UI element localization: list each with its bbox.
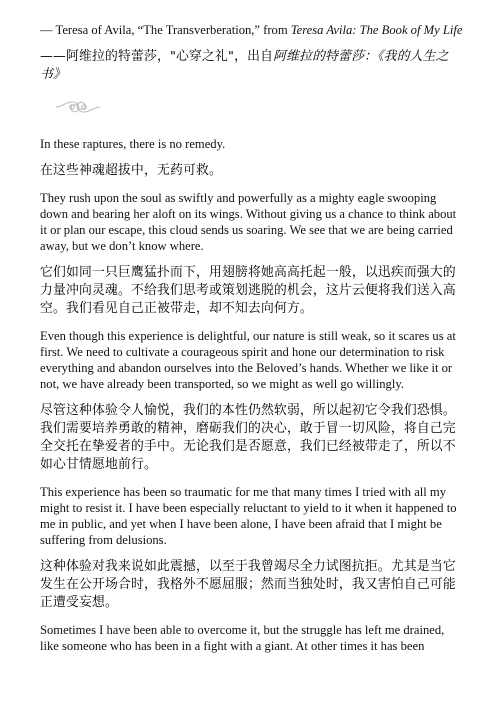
attribution-chinese-prefix: ——阿维拉的特蕾莎，"心穿之礼"，出自 (40, 49, 274, 64)
attribution-chinese (40, 48, 464, 84)
attribution-english-book-title: Teresa Avila: The Book of My Life (290, 23, 463, 37)
attribution-english-prefix: — Teresa of Avila, “The Transverberation,” from (40, 23, 291, 37)
paragraph-3-chinese: 尽管这种体验令人愉悦，我们的本性仍然软弱，所以起初它令我们恐惧。我们需要培养勇敢的精神，磨砺我们的决心，敢于冒一切风险，将自己完全交托在挚爱者的手中。无论我们是否愿意，我们已经被带走了，所以不如心甘情愿地前行。 (40, 403, 456, 472)
document-page (40, 22, 464, 664)
paragraph-2-english: They rush upon the soul as swiftly and powerfully as a mighty eagle swooping down and bearing her aloft on its wings. Without giving us a chance to think about it or plan our escape, this cloud sends us soaring. We see that we are being carried away, but we don’t know where. (40, 191, 457, 253)
flourish-ornament-icon (54, 96, 102, 118)
paragraph-1-english: In these raptures, there is no remedy. (40, 137, 226, 151)
paragraph-3-english: Even though this experience is delightful, our nature is still weak, so it scares us at first. We need to cultivate a courageous spirit and hone our determination to risk everything and abandon ourselves into the Beloved’s hands. Whether we like it or not, we have already been transported, so we might as well go willingly. (40, 329, 456, 391)
paragraph-4-english: This experience has been so traumatic for me that many times I tried with all my might to resist it. I have been especially reluctant to yield to it when it happened to me in public, and yet when I have been alone, I have been afraid that I might be suffering from delusions. (40, 485, 457, 547)
attribution-english (40, 22, 464, 38)
attribution-chinese-book-title: 阿维拉的特蕾莎：《我的人生之书》 (40, 49, 449, 82)
paragraph-4-chinese: 这种体验对我来说如此震撼，以至于我曾竭尽全力试图抗拒。尤其是当它发生在公开场合时，我格外不愿屈服；然而当独处时，我又害怕自己可能正遭受妄想。 (40, 559, 456, 610)
paragraph-2-chinese: 它们如同一只巨鹰猛扑而下，用翅膀将她高高托起一般，以迅疾而强大的力量冲向灵魂。不给我们思考或策划逃脱的机会，这片云便将我们送入高空。我们看见自己正被带走，却不知去向何方。 (40, 265, 456, 316)
paragraph-1-chinese: 在这些神魂超拔中，无药可救。 (40, 163, 222, 178)
paragraph-5-english: Sometimes I have been able to overcome it, but the struggle has left me drained, like someone who has been in a fight with a giant. At other times it has been (40, 623, 445, 653)
